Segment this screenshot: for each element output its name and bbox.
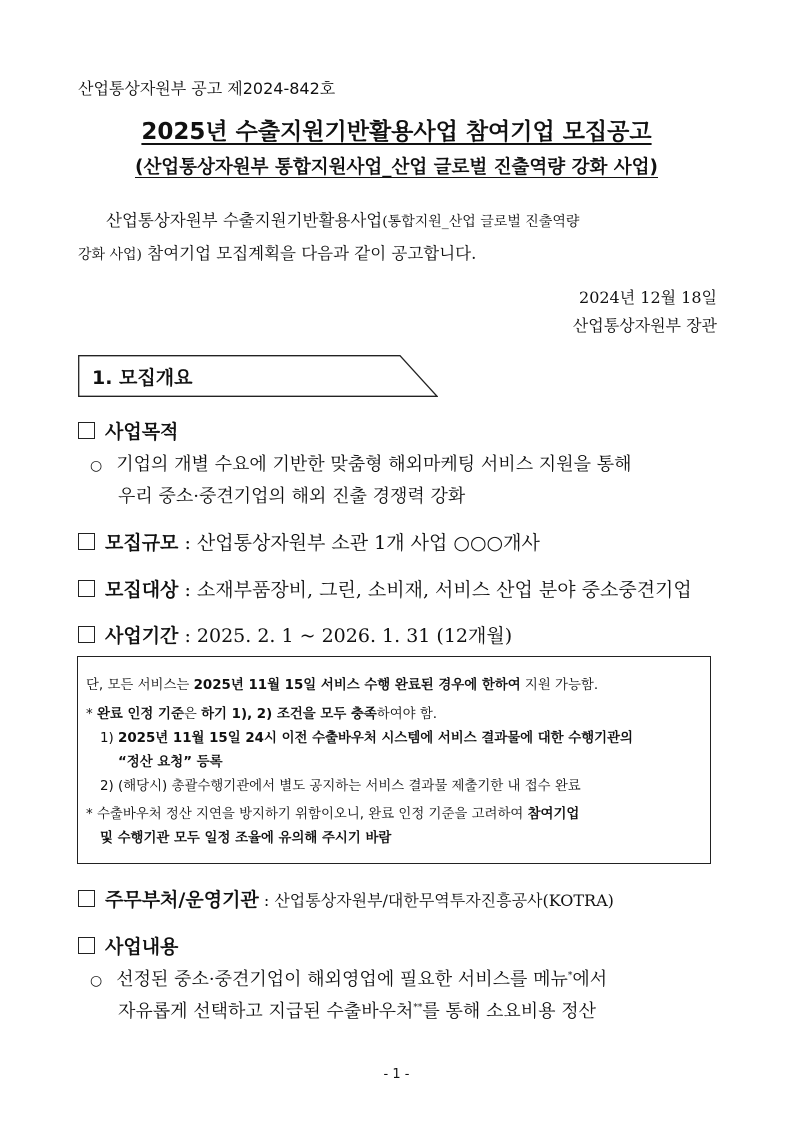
note-box	[77, 656, 711, 864]
page-title: 2025년 수출지원기반활용사업 참여기업 모집공고	[141, 119, 652, 145]
notice-number: 산업통상자원부 공고 제2024-842호	[78, 79, 336, 98]
purpose-label: 사업목적	[105, 421, 179, 443]
content-bullet-line-1	[90, 965, 607, 991]
footnote-mark: **	[413, 1003, 423, 1013]
ministry-item	[78, 885, 614, 912]
scale-value: : 산업통상자원부 소관 1개 사업 ○○○개사	[178, 532, 540, 554]
content-text-2b: 를 통해 소요비용 정산	[422, 1001, 597, 1022]
section-title: 1. 모집개요	[92, 367, 193, 389]
intro-line-1	[78, 205, 718, 238]
content-heading	[78, 932, 178, 959]
content-text-2a: 자유롭게 선택하고 지급된 수출바우처	[118, 1001, 414, 1022]
intro-text-1b: (통합지원_산업 글로벌 진출역량	[382, 214, 580, 230]
note-line-2: * 완료 인정 기준은 하기 1), 2) 조건을 모두 충족하여야 함.	[86, 707, 438, 722]
notice-date: 2024년 12월 18일	[579, 288, 717, 307]
ministry-label: 주무부처/운영기관	[105, 889, 259, 911]
note-line-5: 2) (해당시) 총괄수행기관에서 별도 공지하는 서비스 결과물 제출기한 내 접수 완료	[100, 779, 581, 794]
content-text-1a: 선정된 중소·중견기업이 해외영업에 필요한 서비스를 메뉴	[116, 969, 568, 990]
period-value: : 2025. 2. 1 ~ 2026. 1. 31 (12개월)	[178, 625, 513, 647]
page-number: - 1 -	[383, 1067, 410, 1082]
section-header-box	[78, 355, 438, 397]
period-item	[78, 621, 512, 648]
checkbox-icon	[78, 422, 95, 439]
purpose-heading	[78, 417, 178, 444]
purpose-bullet-line-1	[90, 450, 631, 476]
intro-line-2	[78, 238, 718, 271]
intro-text-2a: 강화 사업)	[78, 247, 143, 263]
circle-bullet-icon: ○	[90, 458, 103, 474]
intro-text-2b: 참여기업 모집계획을 다음과 같이 공고합니다.	[142, 244, 477, 263]
checkbox-icon	[78, 890, 95, 907]
footnote-mark: *	[567, 971, 573, 981]
checkbox-icon	[78, 533, 95, 550]
checkbox-icon	[78, 937, 95, 954]
notice-signer: 산업통상자원부 장관	[572, 316, 717, 335]
target-label: 모집대상	[105, 579, 179, 601]
purpose-text-1: 기업의 개별 수요에 기반한 맞춤형 해외마케팅 서비스 지원을 통해	[116, 454, 632, 475]
ministry-value: : 산업통상자원부/대한무역투자진흥공사(KOTRA)	[258, 891, 614, 910]
note-line-4: “정산 요청” 등록	[118, 755, 223, 770]
target-item	[78, 575, 692, 602]
period-label: 사업기간	[105, 625, 179, 647]
note-line-7: 및 수행기관 모두 일정 조율에 유의해 주시기 바람	[100, 831, 392, 846]
scale-label: 모집규모	[105, 532, 179, 554]
content-text-1b: 에서	[572, 969, 608, 990]
checkbox-icon	[78, 626, 95, 643]
target-value: : 소재부품장비, 그린, 소비재, 서비스 산업 분야 중소중견기업	[178, 579, 692, 601]
page-subtitle: (산업통상자원부 통합지원사업_산업 글로벌 진출역량 강화 사업)	[134, 157, 658, 178]
note-line-1: 단, 모든 서비스는 2025년 11월 15일 서비스 수행 완료된 경우에 한하여 지원 가능함.	[86, 678, 599, 693]
note-line-6: * 수출바우처 정산 지연을 방지하기 위함이오니, 완료 인정 기준을 고려하여 참여기업	[86, 807, 580, 822]
content-label: 사업내용	[105, 936, 179, 958]
intro-text-1a: 산업통상자원부 수출지원기반활용사업	[106, 211, 383, 230]
scale-item	[78, 528, 540, 555]
purpose-text-2: 우리 중소·중견기업의 해외 진출 경쟁력 강화	[118, 486, 466, 507]
checkbox-icon	[78, 580, 95, 597]
content-bullet-line-2	[118, 997, 596, 1023]
circle-bullet-icon: ○	[90, 973, 103, 989]
note-line-3: 1) 2025년 11월 15일 24시 이전 수출바우처 시스템에 서비스 결과물에 대한 수행기관의	[100, 731, 633, 746]
